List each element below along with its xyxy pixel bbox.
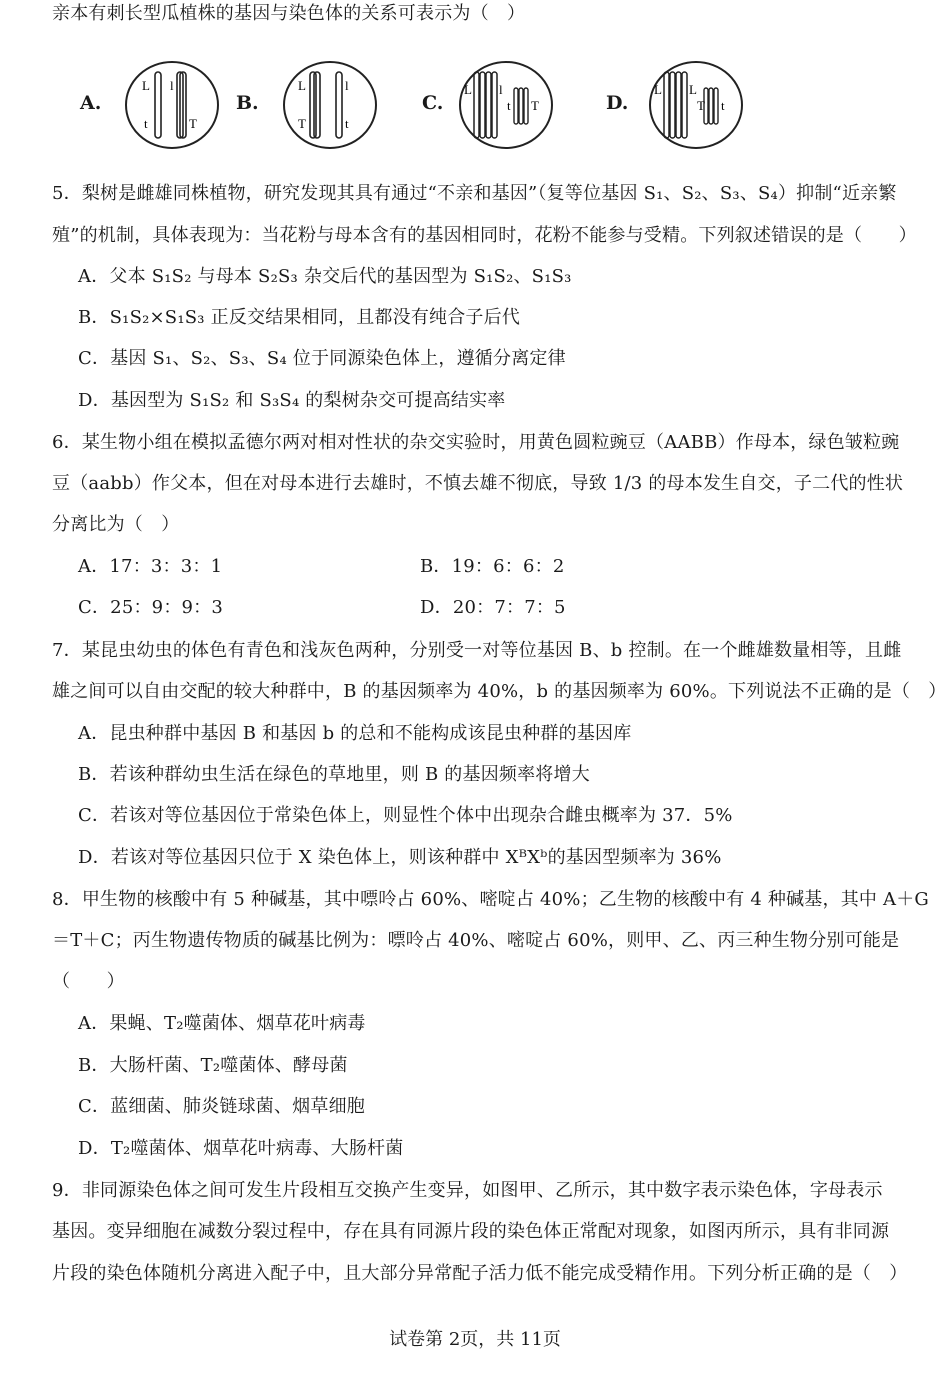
q8-stem-2: ＝T＋C；丙生物遗传物质的碱基比例为：嘌呤占 40%、嘧啶占 60%，则甲、乙、丙三种生物分别可能是 — [52, 930, 900, 951]
q5-stem-1: 5．梨树是雌雄同株植物，研究发现其具有通过“不亲和基因”（复等位基因 S₁、S₂、S₃、S₄）抑制“近亲繁 — [52, 183, 897, 204]
option-d-label: D. — [606, 92, 629, 114]
option-c-label: C. — [422, 92, 444, 114]
option-a-label: A. — [80, 92, 102, 114]
q8-option-a: A．果蝇、T₂噬菌体、烟草花叶病毒 — [78, 1013, 366, 1034]
gene-label: L — [689, 82, 697, 97]
gene-label: t — [507, 98, 511, 113]
q7-stem-1: 7．某昆虫幼虫的体色有青色和浅灰色两种，分别受一对等位基因 B、b 控制。在一个雌雄数量相等，且雌 — [52, 640, 902, 661]
q5-stem-2: 殖”的机制，具体表现为：当花粉与母本含有的基因相同时，花粉不能参与受精。下列叙述错误的是（ ） — [52, 225, 917, 246]
q8-option-c: C．蓝细菌、肺炎链球菌、烟草细胞 — [78, 1096, 365, 1117]
gene-label: l — [499, 82, 503, 97]
q5-option-c: C．基因 S₁、S₂、S₃、S₄ 位于同源染色体上，遵循分离定律 — [78, 348, 566, 369]
cell-diagram-a — [122, 58, 222, 152]
q5-option-d: D．基因型为 S₁S₂ 和 S₃S₄ 的梨树杂交可提高结实率 — [78, 390, 506, 411]
q6-stem-2: 豆（aabb）作父本，但在对母本进行去雄时，不慎去雄不彻底，导致 1/3 的母本发生自交，子二代的性状 — [52, 473, 904, 494]
q7-stem-2: 雄之间可以自由交配的较大种群中，B 的基因频率为 40%，b 的基因频率为 60%。下列说法不正确的是（ ） — [52, 681, 947, 702]
q9-stem-3: 片段的染色体随机分离进入配子中，且大部分异常配子活力低不能完成受精作用。下列分析正确的是（ ） — [52, 1263, 908, 1284]
q9-stem-1: 9．非同源染色体之间可发生片段相互交换产生变异，如图甲、乙所示，其中数字表示染色体，字母表示 — [52, 1180, 883, 1201]
q4-options-figure — [52, 58, 812, 152]
cell-diagram-c — [456, 58, 556, 152]
intro-text: 亲本有刺长型瓜植株的基因与染色体的关系可表示为（ ） — [52, 3, 526, 24]
q6-option-b: B．19：6：6：2 — [420, 556, 565, 577]
q5-option-b: B．S₁S₂×S₁S₃ 正反交结果相同，且都没有纯合子后代 — [78, 307, 521, 328]
q6-option-d: D．20：7：7：5 — [420, 597, 566, 618]
q5-option-a: A．父本 S₁S₂ 与母本 S₂S₃ 杂交后代的基因型为 S₁S₂、S₁S₃ — [78, 266, 572, 287]
gene-label: t — [144, 116, 148, 131]
gene-label: T — [531, 98, 539, 113]
q8-option-b: B．大肠杆菌、T₂噬菌体、酵母菌 — [78, 1055, 348, 1076]
gene-label: T — [189, 116, 197, 131]
gene-label: L — [142, 78, 150, 93]
gene-label: T — [697, 98, 705, 113]
page-footer: 试卷第 2页，共 11页 — [389, 1329, 561, 1350]
gene-label: l — [170, 78, 174, 93]
gene-label: T — [298, 116, 306, 131]
q7-option-b: B．若该种群幼虫生活在绿色的草地里，则 B 的基因频率将增大 — [78, 764, 590, 785]
gene-label: L — [654, 82, 662, 97]
q6-stem-1: 6．某生物小组在模拟孟德尔两对相对性状的杂交实验时，用黄色圆粒豌豆（AABB）作母本，绿色皱粒豌 — [52, 432, 900, 453]
q7-option-c: C．若该对等位基因位于常染色体上，则显性个体中出现杂合雌虫概率为 37．5% — [78, 805, 733, 826]
cell-diagram-b — [280, 58, 380, 152]
q8-stem-1: 8．甲生物的核酸中有 5 种碱基，其中嘌呤占 60%、嘧啶占 40%；乙生物的核酸中有 4 种碱基，其中 A＋G — [52, 889, 929, 910]
q7-option-d: D．若该对等位基因只位于 X 染色体上，则该种群中 XᴮXᵇ的基因型频率为 36% — [78, 847, 722, 868]
q8-option-d: D．T₂噬菌体、烟草花叶病毒、大肠杆菌 — [78, 1138, 404, 1159]
gene-label: t — [721, 98, 725, 113]
option-b-label: B. — [236, 92, 259, 114]
gene-label: L — [298, 78, 306, 93]
cell-diagram-d — [646, 58, 746, 152]
gene-label: t — [345, 116, 349, 131]
gene-label: L — [464, 82, 472, 97]
q6-option-c: C．25：9：9：3 — [78, 597, 224, 618]
gene-label: l — [345, 78, 349, 93]
q6-stem-3: 分离比为（ ） — [52, 514, 180, 535]
q7-option-a: A．昆虫种群中基因 B 和基因 b 的总和不能构成该昆虫种群的基因库 — [78, 723, 632, 744]
q8-stem-3: （ ） — [52, 971, 125, 992]
q6-option-a: A．17：3：3：1 — [78, 556, 223, 577]
q9-stem-2: 基因。变异细胞在减数分裂过程中，存在具有同源片段的染色体正常配对现象，如图丙所示，具有非同源 — [52, 1221, 890, 1242]
